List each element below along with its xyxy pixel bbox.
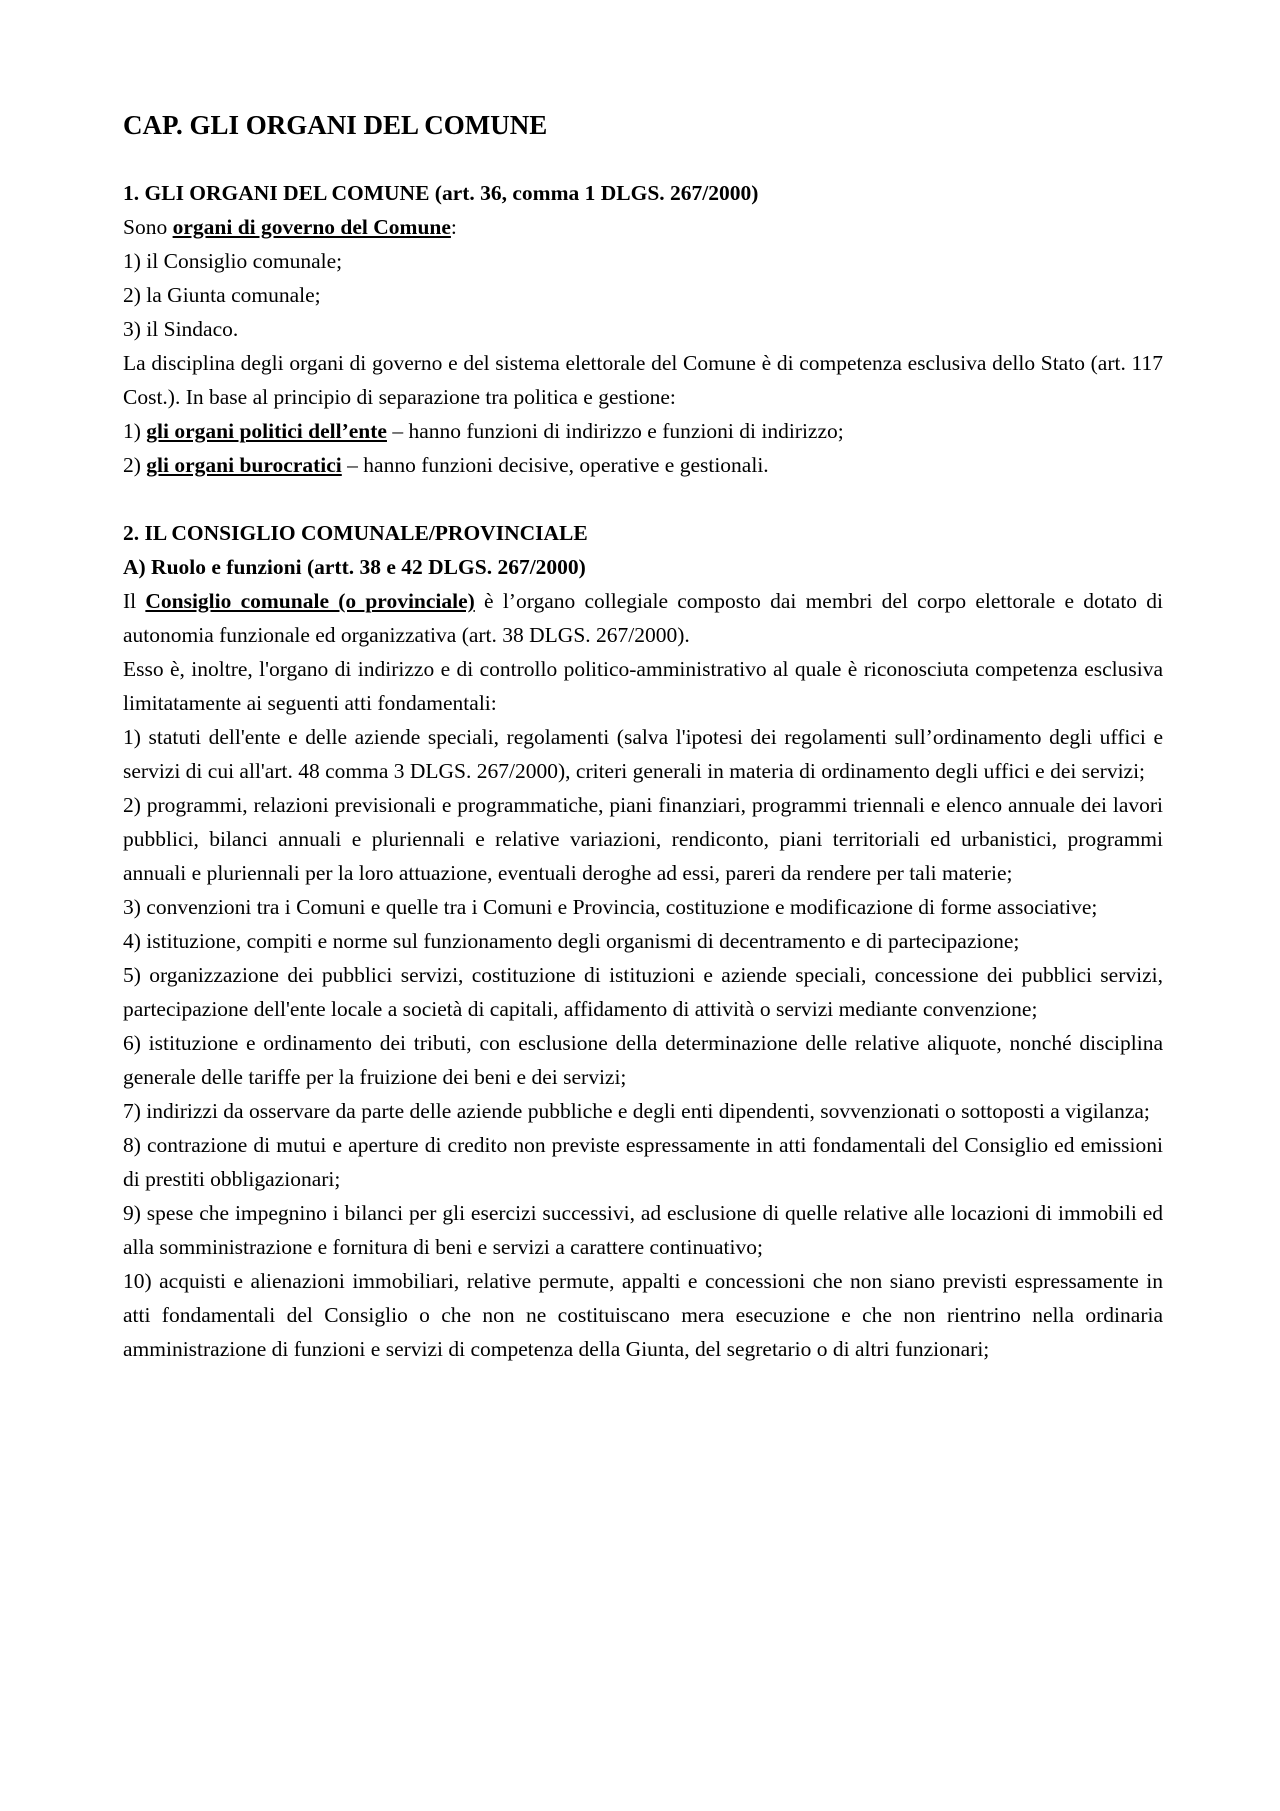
item-prefix: 2) [123, 453, 147, 477]
item-prefix: 1) [123, 419, 147, 443]
document-title: CAP. GLI ORGANI DEL COMUNE [123, 110, 548, 140]
section-1-intro [123, 210, 1163, 244]
item-emphasis: gli organi politici dell’ente [146, 419, 387, 443]
organ-item: 3) il Sindaco. [123, 317, 239, 341]
section-1-heading: 1. GLI ORGANI DEL COMUNE (art. 36, comma 1 DLGS. 267/2000) [123, 181, 759, 205]
item-suffix: – hanno funzioni di indirizzo e funzioni di indirizzo; [386, 419, 844, 443]
document-page [123, 108, 1163, 1366]
p1-emphasis: Consiglio comunale (o provinciale) [145, 589, 475, 613]
act-item: 5) organizzazione dei pubblici servizi, costituzione di istituzioni e aziende speciali, concessione dei pubblici servizi, partecipazione dell'ente locale a società di capitali, affidamento di attività o servizi mediante convenzione; [123, 963, 1163, 1021]
intro-prefix: Sono [123, 215, 173, 239]
act-item: 9) spese che impegnino i bilanci per gli esercizi successivi, ad esclusione di quelle relative alle locazioni di immobili ed alla somministrazione e fornitura di beni e servizi a carattere continuativo; [123, 1201, 1163, 1259]
p1-prefix: Il [123, 589, 146, 613]
spacer [123, 482, 1163, 516]
act-item: 10) acquisti e alienazioni immobiliari, relative permute, appalti e concessioni che non siano previsti espressamente in atti fondamentali del Consiglio o che non ne costituiscano mera esecuzione e che non rientrino nella ordinaria amministrazione di funzioni e servizi di competenza della Giunta, del segretario o di altri funzionari; [123, 1269, 1163, 1361]
section-2-heading: 2. IL CONSIGLIO COMUNALE/PROVINCIALE [123, 521, 588, 545]
organ-item: 1) il Consiglio comunale; [123, 249, 343, 273]
item-suffix: – hanno funzioni decisive, operative e gestionali. [341, 453, 769, 477]
act-item: 1) statuti dell'ente e delle aziende speciali, regolamenti (salva l'ipotesi dei regolamenti sull’ordinamento degli uffici e servizi di cui all'art. 48 comma 3 DLGS. 267/2000), criteri generali in materia di ordinamento degli uffici e dei servizi; [123, 725, 1163, 783]
section-2-paragraph-1 [123, 584, 1163, 652]
section-2-paragraph-2: Esso è, inoltre, l'organo di indirizzo e di controllo politico-amministrativo al quale è riconosciuta competenza esclusiva limitatamente ai seguenti atti fondamentali: [123, 657, 1163, 715]
organ-type-item [123, 448, 1163, 482]
act-item: 8) contrazione di mutui e aperture di credito non previste espressamente in atti fondamentali del Consiglio ed emissioni di prestiti obbligazionari; [123, 1133, 1163, 1191]
item-emphasis: gli organi burocratici [146, 453, 342, 477]
act-item: 6) istituzione e ordinamento dei tributi, con esclusione della determinazione delle relative aliquote, nonché disciplina generale delle tariffe per la fruizione dei beni e dei servizi; [123, 1031, 1163, 1089]
section-1-paragraph: La disciplina degli organi di governo e del sistema elettorale del Comune è di competenza esclusiva dello Stato (art. 117 Cost.). In base al principio di separazione tra politica e gestione: [123, 351, 1163, 409]
act-item: 2) programmi, relazioni previsionali e programmatiche, piani finanziari, programmi triennali e elenco annuale dei lavori pubblici, bilanci annuali e pluriennali e relative variazioni, rendiconto, piani territoriali ed urbanistici, programmi annuali e pluriennali per la loro attuazione, eventuali deroghe ad essi, pareri da rendere per tali materie; [123, 793, 1163, 885]
organ-type-item [123, 414, 1163, 448]
organ-item: 2) la Giunta comunale; [123, 283, 321, 307]
intro-suffix: : [450, 215, 457, 239]
act-item: 4) istituzione, compiti e norme sul funzionamento degli organismi di decentramento e di partecipazione; [123, 929, 1020, 953]
p1-suffix: è l’organo collegiale composto dai membri del corpo elettorale e dotato di autonomia funzionale ed organizzativa (art. 38 DLGS. 267/2000). [123, 589, 1163, 647]
act-item: 3) convenzioni tra i Comuni e quelle tra i Comuni e Provincia, costituzione e modificazione di forme associative; [123, 895, 1098, 919]
act-item: 7) indirizzi da osservare da parte delle aziende pubbliche e degli enti dipendenti, sovvenzionati o sottoposti a vigilanza; [123, 1099, 1150, 1123]
section-2-subheading: A) Ruolo e funzioni (artt. 38 e 42 DLGS. 267/2000) [123, 555, 586, 579]
intro-emphasis: organi di governo del Comune [172, 215, 451, 239]
